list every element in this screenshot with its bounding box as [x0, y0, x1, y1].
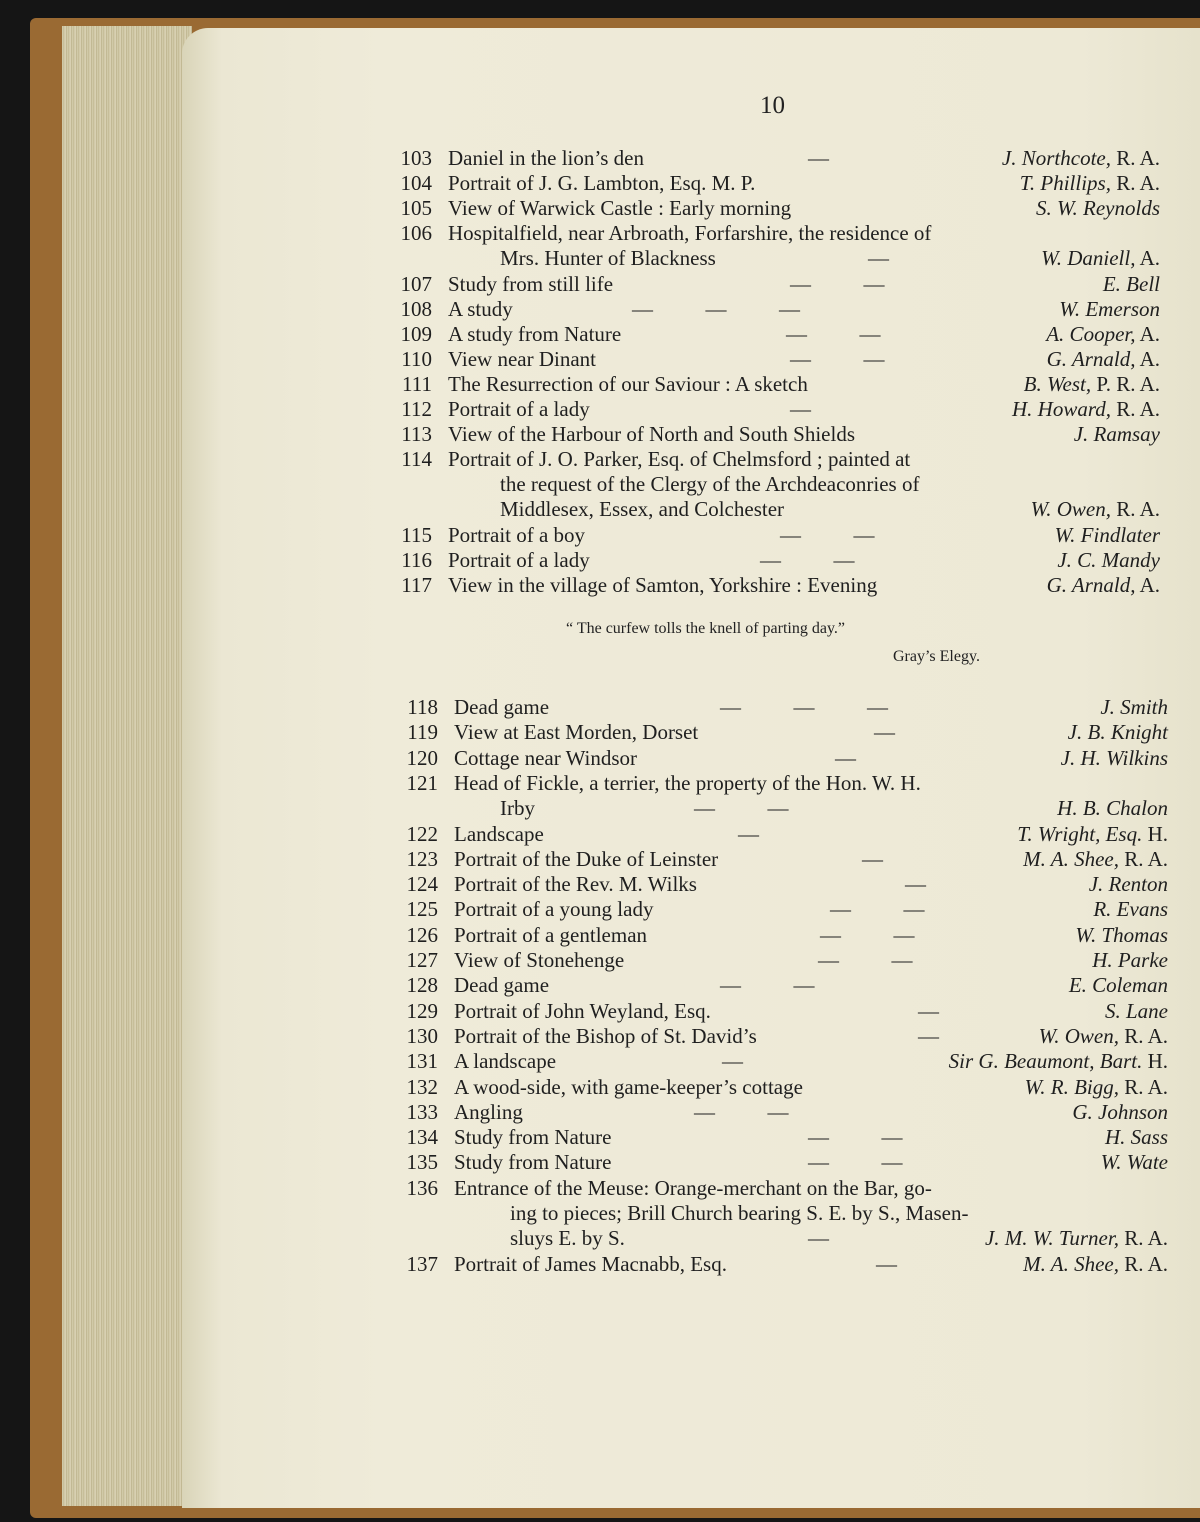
page-number: 10 [760, 92, 785, 119]
entry-artist [1036, 195, 1160, 221]
entry-dashes: — [874, 720, 895, 745]
catalogue-entry [0, 896, 1200, 922]
artist-name: W. R. Bigg, [1024, 1074, 1119, 1099]
entry-title: sluys E. by S. [510, 1226, 625, 1251]
entry-title: Portrait of a gentleman [454, 922, 648, 947]
entry-artist [1017, 821, 1168, 847]
entry-dashes: — — [830, 897, 925, 922]
entry-dashes: — — [808, 1150, 903, 1175]
entry-number: 134 [406, 1125, 438, 1150]
artist-name: J. Ramsay [1073, 422, 1160, 447]
entry-artist [1075, 922, 1168, 948]
entry-number: 107 [400, 271, 432, 296]
artist-rank: A. [1135, 346, 1160, 371]
entry-dashes: — [876, 1251, 897, 1276]
entry-artist [1047, 346, 1160, 372]
catalogue-entry [0, 1149, 1200, 1175]
entry-artist [1031, 496, 1160, 522]
entry-artist [949, 1048, 1168, 1074]
entry-dashes: — — — [632, 296, 800, 321]
catalogue-entry [0, 195, 1200, 221]
catalogue-entry [0, 1200, 1200, 1226]
entry-title: A study from Nature [448, 321, 622, 346]
entry-dashes: — [738, 821, 759, 846]
entry-dashes: — — [790, 346, 885, 371]
entry-artist [1100, 694, 1168, 720]
artist-rank: A. [1135, 246, 1160, 271]
artist-name: M. A. Shee, [1023, 846, 1119, 871]
artist-rank: A. [1135, 321, 1160, 346]
artist-name: J. B. Knight [1067, 720, 1168, 745]
artist-name: Sir G. Beaumont, Bart. [948, 1049, 1143, 1074]
entry-title: View in the village of Samton, Yorkshire : Evening [448, 572, 878, 597]
artist-name: J. Renton [1088, 872, 1168, 897]
entry-artist [1072, 1099, 1168, 1125]
entry-number: 131 [406, 1049, 438, 1074]
entry-title: Cottage near Windsor [454, 745, 638, 770]
entry-dashes: — — [790, 271, 885, 296]
catalogue-entry [0, 1023, 1200, 1049]
artist-name: R. Evans [1093, 897, 1168, 922]
entry-title: Portrait of the Rev. M. Wilks [454, 872, 697, 897]
entry-artist [1023, 846, 1168, 872]
catalogue-entry [0, 745, 1200, 771]
entry-title: View of the Harbour of North and South Shields [448, 422, 856, 447]
entry-title: Mrs. Hunter of Blackness [500, 246, 716, 271]
entry-number: 106 [400, 221, 432, 246]
artist-name: J. Northcote, [1001, 146, 1111, 170]
artist-name: W. Owen, [1038, 1023, 1119, 1048]
entry-number: 130 [406, 1023, 438, 1048]
artist-name: M. A. Shee, [1023, 1251, 1119, 1276]
entry-title: Portrait of J. G. Lambton, Esq. M. P. [448, 171, 756, 196]
entry-title: Portrait of J. O. Parker, Esq. of Chelmsford ; painted at [448, 447, 911, 472]
catalogue-entry [0, 694, 1200, 720]
artist-name: J. M. W. Turner, [984, 1226, 1119, 1251]
catalogue-entry [0, 846, 1200, 872]
entry-title: A study [448, 296, 513, 321]
entry-number: 129 [406, 998, 438, 1023]
catalogue-entry [0, 471, 1200, 497]
entry-artist [1055, 522, 1160, 548]
entry-number: 114 [401, 447, 432, 472]
entry-dashes: — [722, 1049, 743, 1074]
entry-title: Study from Nature [454, 1125, 612, 1150]
artist-rank: R. A. [1118, 1023, 1168, 1048]
artist-rank: R. A. [1118, 846, 1168, 871]
entry-title: View of Stonehenge [454, 948, 625, 972]
artist-rank: A. [1135, 572, 1160, 597]
entry-artist [1057, 547, 1160, 573]
entry-title: Head of Fickle, a terrier, the property of the Hon. W. H. [454, 770, 921, 795]
entry-artist [1074, 421, 1160, 447]
artist-name: G. Arnald, [1046, 572, 1136, 597]
entry-title: A landscape [454, 1049, 557, 1074]
entry-artist [1041, 245, 1160, 271]
entry-title: Entrance of the Meuse: Orange-merchant on the Bar, go- [454, 1175, 932, 1200]
entry-artist [1092, 947, 1168, 973]
entry-number: 116 [401, 547, 432, 572]
entry-title: Landscape [454, 821, 544, 846]
artist-rank: R. A. [1118, 1226, 1168, 1251]
entry-dashes: — — [760, 547, 855, 572]
catalogue-entry [0, 547, 1200, 573]
catalogue-entry [0, 321, 1200, 347]
entry-title: Middlesex, Essex, and Colchester [500, 497, 785, 522]
entry-title: Angling [454, 1099, 523, 1124]
catalogue-entry [0, 998, 1200, 1024]
entry-number: 126 [406, 922, 438, 947]
entry-number: 109 [400, 321, 432, 346]
entry-dashes: — — [808, 1125, 903, 1150]
entry-dashes: — [862, 846, 883, 871]
entry-artist [1025, 1074, 1168, 1100]
entry-title: Portrait of the Duke of Leinster [454, 846, 719, 871]
entry-dashes: — [905, 872, 926, 897]
artist-rank: R. A. [1118, 1251, 1168, 1276]
artist-rank: P. R. A. [1091, 371, 1160, 396]
entry-artist [1047, 572, 1160, 598]
entry-dashes: — — [780, 522, 875, 547]
catalogue-entry [0, 396, 1200, 422]
entry-number: 132 [406, 1074, 438, 1099]
entry-dashes: — — — [720, 695, 888, 719]
entry-number: 111 [402, 371, 432, 396]
entry-artist [1101, 1149, 1168, 1175]
artist-name: S. W. Reynolds [1035, 196, 1160, 221]
catalogue-entry [0, 296, 1200, 322]
catalogue-entry [0, 1048, 1200, 1074]
entry-title: Portrait of a young lady [454, 897, 654, 922]
artist-name: W. Emerson [1059, 296, 1160, 321]
artist-name: E. Coleman [1068, 973, 1168, 998]
artist-name: W. Thomas [1075, 922, 1168, 947]
artist-name: A. Cooper, [1046, 321, 1136, 346]
entry-artist [1039, 1023, 1168, 1049]
entry-dashes: — [808, 1226, 829, 1251]
entry-dashes: — [918, 998, 939, 1023]
catalogue-entry [0, 572, 1200, 598]
entry-number: 104 [400, 171, 432, 196]
artist-rank: H. [1142, 1049, 1168, 1074]
entry-title: Portrait of James Macnabb, Esq. [454, 1251, 727, 1276]
entry-artist [1046, 321, 1160, 347]
artist-name: J. C. Mandy [1057, 547, 1160, 572]
artist-rank: R. A. [1110, 171, 1160, 196]
entry-title: the request of the Clergy of the Archdeaconries of [500, 472, 920, 497]
catalogue-entry [0, 446, 1200, 472]
entry-dashes: — — [820, 922, 915, 947]
catalogue-entry [0, 145, 1200, 171]
entry-title: Study from still life [448, 271, 614, 296]
artist-name: H. Parke [1092, 948, 1168, 972]
artist-name: W. Daniell, [1041, 246, 1136, 271]
catalogue-entry [0, 371, 1200, 397]
entry-artist [985, 1225, 1168, 1251]
artist-name: W. Findlater [1054, 522, 1160, 547]
entry-number: 118 [407, 695, 438, 719]
entry-artist [1024, 371, 1160, 397]
artist-name: W. Owen, [1030, 497, 1111, 522]
artist-name: S. Lane [1105, 998, 1168, 1023]
entry-number: 119 [407, 720, 438, 745]
entry-artist [1068, 719, 1168, 745]
entry-title: Dead game [454, 973, 550, 998]
entry-title: ing to pieces; Brill Church bearing S. E. by S., Masen- [510, 1201, 969, 1225]
entry-dashes: — [835, 745, 856, 770]
epigraph-source: Gray’s Elegy. [893, 648, 980, 665]
entry-artist [1089, 871, 1168, 897]
artist-name: H. B. Chalon [1057, 796, 1168, 821]
artist-name: J. Smith [1100, 695, 1168, 719]
entry-title: Dead game [454, 695, 550, 719]
entry-dashes: — [790, 397, 811, 421]
entry-title: Portrait of a lady [448, 547, 590, 572]
entry-number: 110 [401, 346, 432, 371]
catalogue-entry [0, 421, 1200, 447]
entry-title: Hospitalfield, near Arbroath, Forfarshire, the residence of [448, 221, 932, 246]
catalogue-entry [0, 972, 1200, 998]
catalogue-entry [0, 1099, 1200, 1125]
entry-dashes: — [918, 1023, 939, 1048]
artist-rank: R. A. [1110, 397, 1160, 421]
entry-number: 125 [406, 897, 438, 922]
catalogue-entry [0, 170, 1200, 196]
entry-title: Daniel in the lion’s den [448, 146, 644, 170]
artist-name: T. Phillips, [1019, 171, 1111, 196]
artist-rank: R. A. [1118, 1074, 1168, 1099]
entry-dashes: — — [694, 796, 789, 821]
entry-title: Portrait of a boy [448, 522, 586, 547]
entry-number: 137 [406, 1251, 438, 1276]
artist-name: B. West, [1023, 371, 1092, 396]
entry-title: Irby [500, 796, 535, 821]
catalogue-entry [0, 770, 1200, 796]
entry-artist [1103, 271, 1160, 297]
artist-name: J. H. Wilkins [1060, 745, 1168, 770]
entry-number: 122 [406, 821, 438, 846]
entry-number: 117 [401, 572, 432, 597]
entry-dashes: — — [818, 948, 913, 972]
catalogue-entry [0, 522, 1200, 548]
entry-artist [1105, 1124, 1168, 1150]
artist-name: G. Johnson [1072, 1099, 1168, 1124]
entry-number: 123 [406, 846, 438, 871]
epigraph-quote: “ The curfew tolls the knell of parting day.” [566, 620, 846, 637]
entry-artist [1093, 896, 1168, 922]
catalogue-entry [0, 220, 1200, 246]
entry-artist [1020, 170, 1160, 196]
catalogue-entry [0, 245, 1200, 271]
entry-number: 103 [400, 146, 432, 170]
entry-title: The Resurrection of our Saviour : A sketch [448, 371, 808, 396]
artist-name: H. Sass [1104, 1125, 1168, 1150]
catalogue-entry [0, 271, 1200, 297]
entry-number: 124 [406, 872, 438, 897]
entry-title: View near Dinant [448, 346, 597, 371]
entry-dashes: — — [720, 973, 815, 998]
catalogue-entry [0, 922, 1200, 948]
entry-artist [1069, 972, 1168, 998]
artist-name: H. Howard, [1012, 397, 1111, 421]
entry-title: View at East Morden, Dorset [454, 720, 699, 745]
entry-dashes: — [808, 146, 829, 170]
entry-number: 105 [400, 196, 432, 221]
entry-number: 135 [406, 1150, 438, 1175]
entry-title: Portrait of a lady [448, 397, 590, 421]
entry-artist [1002, 145, 1160, 171]
artist-rank: R. A. [1110, 146, 1160, 170]
catalogue-entry [0, 871, 1200, 897]
entry-artist [1012, 396, 1160, 422]
entry-artist [1023, 1251, 1168, 1277]
entry-title: Portrait of John Weyland, Esq. [454, 998, 711, 1023]
entry-dashes: — — [694, 1099, 789, 1124]
artist-rank: R. A. [1110, 497, 1160, 522]
entry-number: 128 [406, 973, 438, 998]
catalogue-entry [0, 346, 1200, 372]
entry-artist [1061, 745, 1168, 771]
entry-artist [1057, 795, 1168, 821]
entry-number: 115 [401, 522, 432, 547]
catalogue-entry [0, 1225, 1200, 1251]
entry-number: 113 [401, 422, 432, 447]
entry-title: A wood-side, with game-keeper’s cottage [454, 1074, 803, 1099]
entry-number: 108 [400, 296, 432, 321]
artist-name: G. Arnald, [1046, 346, 1136, 371]
entry-dashes: — — [786, 321, 881, 346]
artist-rank: H. [1142, 821, 1168, 846]
catalogue-entry [0, 1074, 1200, 1100]
catalogue-entry [0, 1124, 1200, 1150]
entry-title: Portrait of the Bishop of St. David’s [454, 1023, 757, 1048]
entry-number: 120 [406, 745, 438, 770]
catalogue-entry [0, 1175, 1200, 1201]
entry-artist [1105, 998, 1168, 1024]
entry-number: 136 [406, 1175, 438, 1200]
entry-number: 112 [401, 397, 432, 421]
entry-title: Study from Nature [454, 1150, 612, 1175]
catalogue-entry [0, 795, 1200, 821]
catalogue-entry [0, 719, 1200, 745]
entry-artist [1059, 296, 1160, 322]
entry-number: 121 [406, 770, 438, 795]
artist-name: E. Bell [1102, 271, 1160, 296]
entry-number: 133 [406, 1099, 438, 1124]
catalogue-entry [0, 496, 1200, 522]
artist-name: W. Wate [1100, 1150, 1168, 1175]
entry-dashes: — [868, 246, 889, 271]
artist-name: T. Wright, Esq. [1017, 821, 1143, 846]
entry-title: View of Warwick Castle : Early morning [448, 196, 792, 221]
catalogue-entry [0, 947, 1200, 973]
catalogue-entry [0, 1251, 1200, 1277]
catalogue-entry [0, 821, 1200, 847]
entry-number: 127 [406, 948, 438, 972]
